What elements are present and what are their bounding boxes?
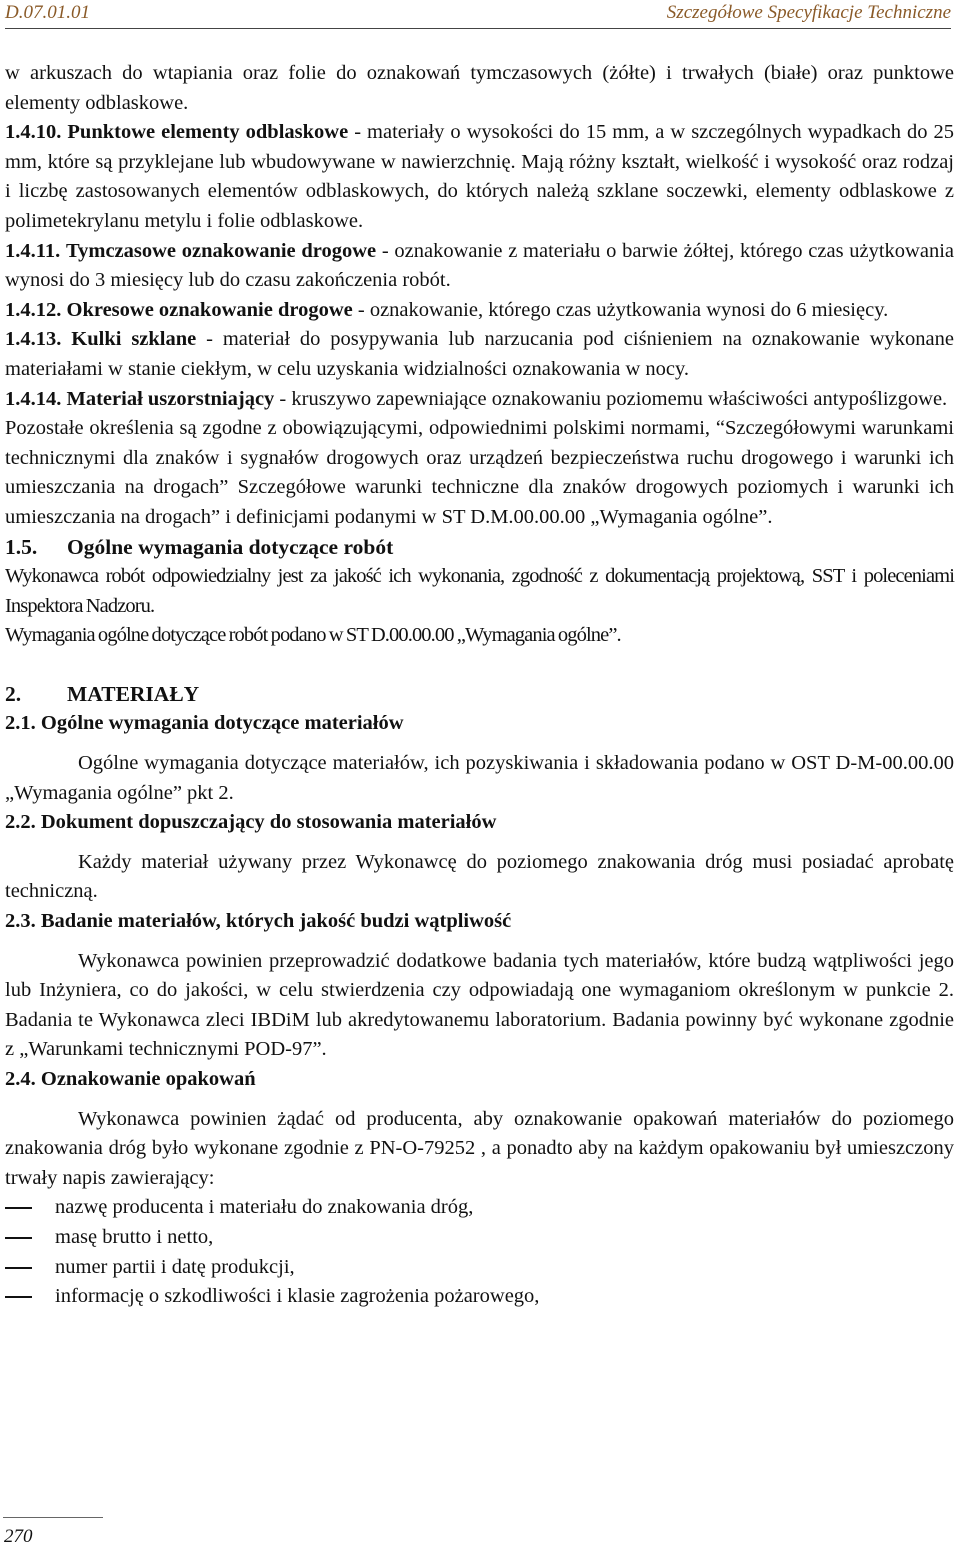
definition-text: - materiał do posypywania lub narzucania pod ciśnieniem na oznakowanie wykonane materiałami w stanie ciekłym, w celu uzyskania widzialności oznakowania w nocy. xyxy=(5,328,955,380)
paragraph-continuation: w arkuszach do wtapiania oraz folie do oznakowań tymczasowych (żółte) i trwałych (białe) oraz punktowe elementy odblaskowe. xyxy=(5,62,954,114)
chapter-title: MATERIAŁY xyxy=(67,681,200,706)
dash-bullet-icon xyxy=(5,1207,32,1209)
list-item: informację o szkodliwości i klasie zagrożenia pożarowego, xyxy=(5,1282,954,1312)
spacer xyxy=(5,937,954,947)
list-item: masę brutto i netto, xyxy=(5,1223,954,1253)
section-title: Ogólne wymagania dotyczące robót xyxy=(67,534,394,559)
section-heading-2-3: 2.3. Badanie materiałów, których jakość budzi wątpliwość xyxy=(5,910,512,933)
definition-term: Tymczasowe oznakowanie drogowe xyxy=(65,239,377,262)
page-number: 270 xyxy=(4,1526,33,1547)
definition-term: Materiał uszorstniający xyxy=(66,387,275,410)
spacer xyxy=(5,739,954,749)
section-number: 1.5. xyxy=(5,534,38,559)
chapter-number: 2. xyxy=(5,681,22,706)
spacer xyxy=(5,838,954,848)
definition-number: 1.4.12. xyxy=(5,298,62,321)
label-contents-list xyxy=(5,1193,954,1311)
list-item: numer partii i datę produkcji, xyxy=(5,1253,954,1283)
section-heading-1-5 xyxy=(5,533,954,563)
page-header xyxy=(5,0,951,29)
definition-number: 1.4.11. xyxy=(5,239,61,262)
definition-text: - kruszywo zapewniające oznakowaniu poziomemu właściwości antypoślizgowe. xyxy=(274,387,948,410)
list-item: nazwę producenta i materiału do znakowania dróg, xyxy=(5,1193,954,1223)
definition-1-4-10 xyxy=(5,118,954,236)
spacer xyxy=(5,651,954,680)
definition-text: - oznakowanie, którego czas użytkowania wynosi do 6 miesięcy. xyxy=(352,298,889,321)
document-title: Szczegółowe Specyfikacje Techniczne xyxy=(666,2,951,23)
dash-bullet-icon xyxy=(5,1237,32,1239)
definition-term: Okresowe oznakowanie drogowe xyxy=(66,298,353,321)
definition-text: - materiały o wysokości do 15 mm, a w szczególnych wypadkach do 25 mm, które są przyklejane lub wbudowywane w nawierzchnię. Mają różny kształt, wielkość i wysokość oraz rodzaj i liczbę zastosowanych elementów odblaskowych, do których należą szklane soczewki, elementy odblaskowe z polimetekrylanu metylu i folie odblaskowe. xyxy=(5,121,954,232)
definition-1-4-12 xyxy=(5,296,954,326)
dash-bullet-icon xyxy=(5,1267,32,1269)
section-heading-2-4: 2.4. Oznakowanie opakowań xyxy=(5,1068,256,1090)
paragraph-2-4: Wykonawca powinien żądać od producenta, aby oznakowanie opakowań materiałów do poziomego znakowania dróg było wykonane zgodnie z PN-O-79252 , a ponadto aby na każdym opakowaniu był umieszczony trwały napis zawierający: xyxy=(5,1107,954,1189)
paragraph-1-5-a: Wykonawca robót odpowiedzialny jest za jakość ich wykonania, zgodność z dokumentacją projektową, SST i poleceniami Inspektora Nadzoru. xyxy=(5,565,954,617)
definition-1-4-14 xyxy=(5,385,954,415)
paragraph-2-3: Wykonawca powinien przeprowadzić dodatkowe badania tych materiałów, które budzą wątpliwości jego lub Inżyniera, co do jakości, w celu stwierdzenia czy odpowiadają one wymaganiom określonym w punkcie 2. Badania te Wykonawca zleci IBDiM lub akredytowanemu laboratorium. Badania powinny być wykonane zgodnie z „Warunkami technicznymi POD-97”. xyxy=(5,949,954,1061)
definition-1-4-11 xyxy=(5,237,954,296)
section-heading-2-1: 2.1. Ogólne wymagania dotyczące materiałów xyxy=(5,712,404,735)
paragraph-2-2: Każdy materiał używany przez Wykonawcę do poziomego znakowania dróg musi posiadać aprobatę techniczną. xyxy=(5,850,954,903)
footer-divider xyxy=(3,1517,103,1518)
spacer xyxy=(5,1095,954,1105)
paragraph-1-5-b: Wymagania ogólne dotyczące robót podano w ST D.00.00.00 „Wymagania ogólne”. xyxy=(5,624,621,647)
definition-term: Kulki szklane xyxy=(71,328,197,351)
chapter-heading-2 xyxy=(5,680,954,710)
dash-bullet-icon xyxy=(5,1296,32,1298)
document-body xyxy=(5,59,954,1312)
definition-number: 1.4.13. xyxy=(5,328,62,351)
section-heading-2-2: 2.2. Dokument dopuszczający do stosowania materiałów xyxy=(5,811,497,834)
definition-1-4-13 xyxy=(5,325,954,384)
document-code: D.07.01.01 xyxy=(5,2,90,23)
definition-term: Punktowe elementy odblaskowe xyxy=(67,121,349,144)
paragraph-2-1: Ogólne wymagania dotyczące materiałów, ich pozyskiwania i składowania podano w OST D-M-00.00.00 „Wymagania ogólne” pkt 2. xyxy=(5,752,954,804)
definition-number: 1.4.10. xyxy=(5,121,62,144)
definition-number: 1.4.14. xyxy=(5,387,62,410)
definition-text: - oznakowanie z materiału o barwie żółtej, którego czas użytkowania wynosi do 3 miesięcy lub do czasu zakończenia robót. xyxy=(5,239,954,292)
paragraph-other-definitions: Pozostałe określenia są zgodne z obowiązującymi, odpowiednimi polskimi normami, “Szczegółowymi warunkami technicznymi dla znaków i sygnałów drogowych oraz urządzeń bezpieczeństwa ruchu drogowego i warunki ich umieszczania na drogach” Szczegółowe warunki techniczne dla znaków drogowych poziomych i warunki ich umieszczania na drogach” i definicjami podanymi w ST D.M.00.00.00 „Wymagania ogólne”. xyxy=(5,417,954,528)
